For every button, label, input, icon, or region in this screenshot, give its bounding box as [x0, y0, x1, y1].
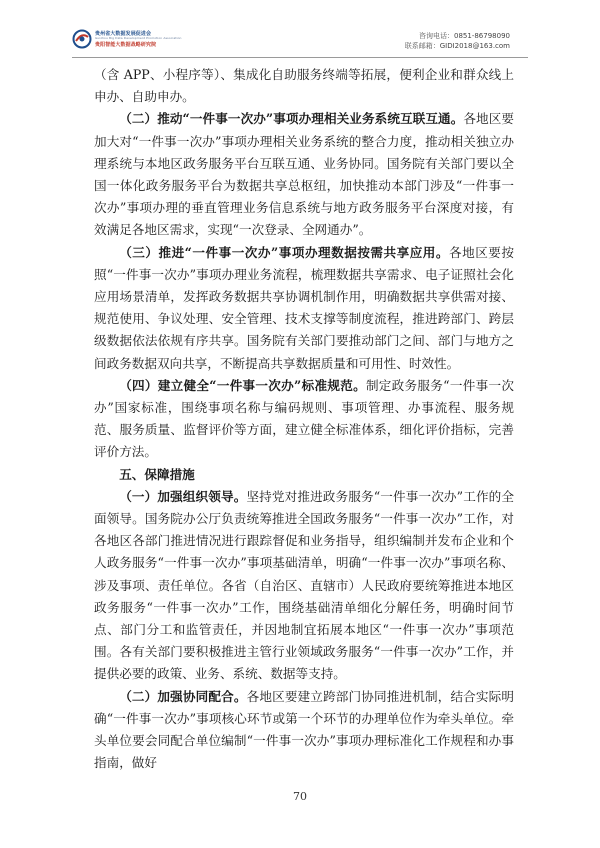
contact-phone-row [405, 31, 510, 41]
page-header [0, 0, 600, 60]
paragraph-continuation: （含 APP、小程序等）、集成化自助服务终端等拓展，便利企业和群众线上申办、自助申办。 [94, 67, 514, 105]
paragraph-text: 各地区要加大对“一件事一次办”事项办理相关业务系统的整合力度，推动相关独立办理系统与本地区政务服务平台互联互通、业务协同。国务院有关部门要以全国一体化政务服务平台为数据共享总枢纽，加快推动本部门涉及“一件事一次办”事项办理的垂直管理业务信息系统与地方政务服务平台深度对接，有效满足各地区需求，实现“一次登录、全网通办”。 [94, 111, 514, 238]
document-body [94, 64, 514, 775]
subheading-coordination: （二）加强协同配合。 [119, 688, 247, 704]
paragraph-leadership [94, 486, 514, 686]
page-number: 70 [293, 790, 307, 803]
logo-line-association: 贵州省大数据发展促进会 [95, 31, 152, 37]
section-title-safeguards: 五、保障措施 [119, 466, 195, 482]
header-divider [72, 57, 528, 58]
phone-label: 咨询电话： [419, 32, 455, 40]
logo-mark-icon [72, 29, 92, 49]
email-address: GIDI2018@163.com [439, 42, 510, 50]
contact-info [405, 31, 510, 51]
subheading-standards: （四）建立健全“一件事一次办”标准规范。 [119, 377, 366, 393]
subheading-data-sharing: （三）推进“一件事一次办”事项办理数据按需共享应用。 [119, 244, 450, 260]
phone-number: 0851-86798090 [454, 32, 510, 40]
paragraph-text: 各地区要建立跨部门协同推进机制，结合实际明确“一件事一次办”事项核心环节或第一个环节的办理单位作为牵头单位。牵头单位要会同配合单位编制“一件事一次办”事项办理标准化工作规程和办事指南，做好 [94, 688, 515, 771]
paragraph-coordination [94, 686, 514, 775]
paragraph-interconnect [94, 108, 514, 241]
paragraph-data-sharing [94, 242, 514, 375]
subheading-interconnect: （二）推动“一件事一次办”事项办理相关业务系统互联互通。 [119, 111, 464, 127]
logo-line-english: Guizhou Big Data Development Promotion Association [95, 36, 182, 40]
subheading-leadership: （一）加强组织领导。 [119, 488, 247, 504]
logo [72, 27, 192, 53]
contact-email-row [405, 41, 510, 51]
paragraph-standards [94, 375, 514, 464]
paragraph-text: 各地区要按照“一件事一次办”事项办理业务流程，梳理数据共享需求、电子证照社会化应用场景清单，发挥政务数据共享协调机制作用，明确数据共享供需对接、规范使用、争议处理、安全管理、技术支撑等制度流程，推进跨部门、跨层级数据依法依规有序共享。国务院有关部门要推动部门之间、部门与地方之间政务数据双向共享，不断提高共享数据质量和可用性、时效性。 [94, 244, 514, 371]
email-label: 联系邮箱： [404, 42, 440, 50]
logo-line-institute: 贵阳智能大数据战略研究院 [95, 42, 157, 48]
paragraph-text: 坚持党对推进政务服务“一件事一次办”工作的全面领导。国务院办公厅负责统筹推进全国政务服务“一件事一次办”工作，对各地区各部门推进情况进行跟踪督促和业务指导，组织编制并发布企业和个人政务服务“一件事一次办”事项基础清单，明确“一件事一次办”事项名称、涉及事项、责任单位。各省（自治区、直辖市）人民政府要统筹推进本地区政务服务“一件事一次办”工作，围绕基础清单细化分解任务，明确时间节点、部门分工和监管责任，并因地制宜拓展本地区“一件事一次办”事项范围。各有关部门要积极推进主管行业领域政务服务“一件事一次办”工作，并提供必要的政策、业务、系统、数据等支持。 [94, 488, 514, 682]
paragraph-text: 制定政务服务“一件事一次办”国家标准，围绕事项名称与编码规则、事项管理、办事流程、服务规范、服务质量、监督评价等方面，建立健全标准体系，细化评价指标，完善评价方法。 [94, 377, 514, 460]
